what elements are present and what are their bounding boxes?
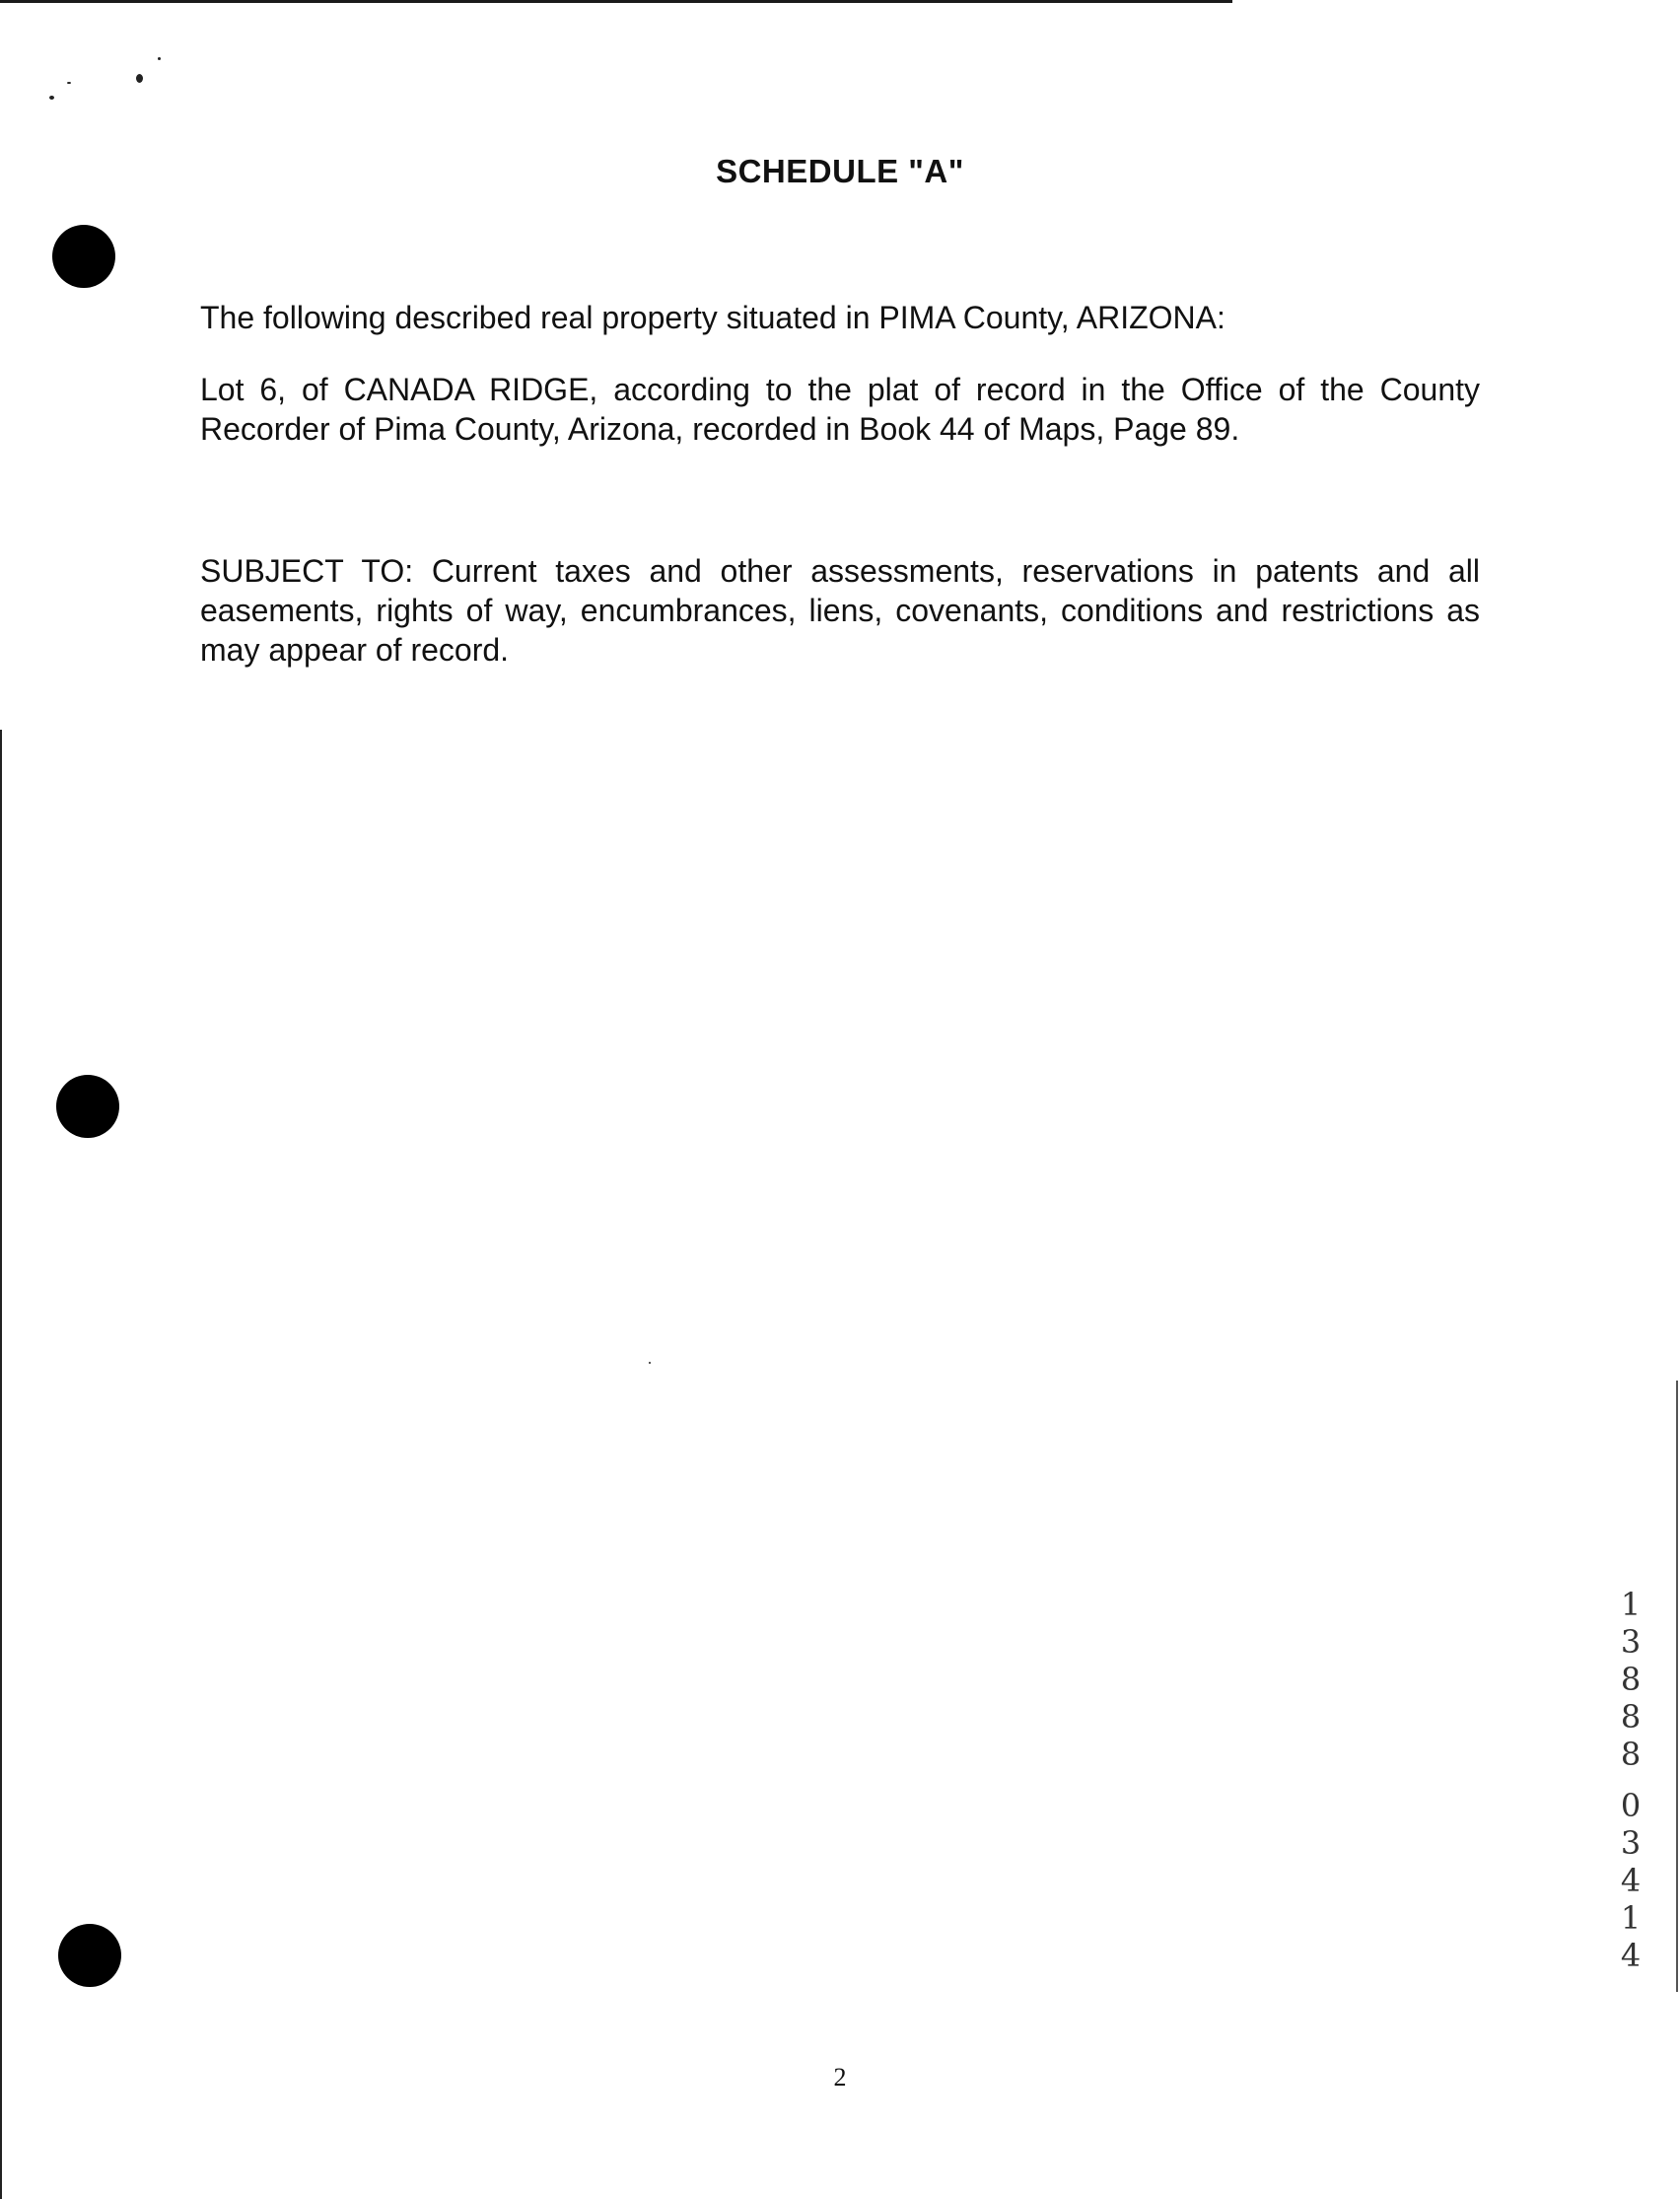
property-intro: The following described real property situated in PIMA County, ARIZONA: xyxy=(200,300,1225,335)
scan-speck xyxy=(67,82,71,84)
punch-hole-middle xyxy=(56,1075,119,1138)
scan-edge-right xyxy=(1676,1381,1678,1992)
recording-number-first: 1 3 8 8 8 xyxy=(1620,1586,1642,1773)
scan-speck xyxy=(649,1362,651,1364)
punch-hole-bottom xyxy=(58,1924,121,1987)
scan-edge-left xyxy=(0,730,2,2199)
schedule-title: SCHEDULE "A" xyxy=(716,153,964,189)
scan-speck xyxy=(136,74,143,83)
recording-number-second: 0 3 4 1 4 xyxy=(1620,1787,1642,1974)
recording-number-stamp xyxy=(1611,1586,1650,1974)
scan-speck xyxy=(49,96,54,100)
legal-description: Lot 6, of CANADA RIDGE, according to the plat of record in the Office of the County Recorder of Pima County, Arizona, recorded in Book 44 of Maps, Page 89. xyxy=(200,372,1480,447)
punch-hole-top xyxy=(52,225,115,288)
page-number: 2 xyxy=(833,2063,847,2092)
subject-to-clause: SUBJECT TO: Current taxes and other assessments, reservations in patents and all easements, rights of way, encumbrances, liens, covenants, conditions and restrictions as may appear of record. xyxy=(200,553,1480,668)
scan-edge-top xyxy=(0,0,1232,3)
scan-speck xyxy=(158,57,161,60)
